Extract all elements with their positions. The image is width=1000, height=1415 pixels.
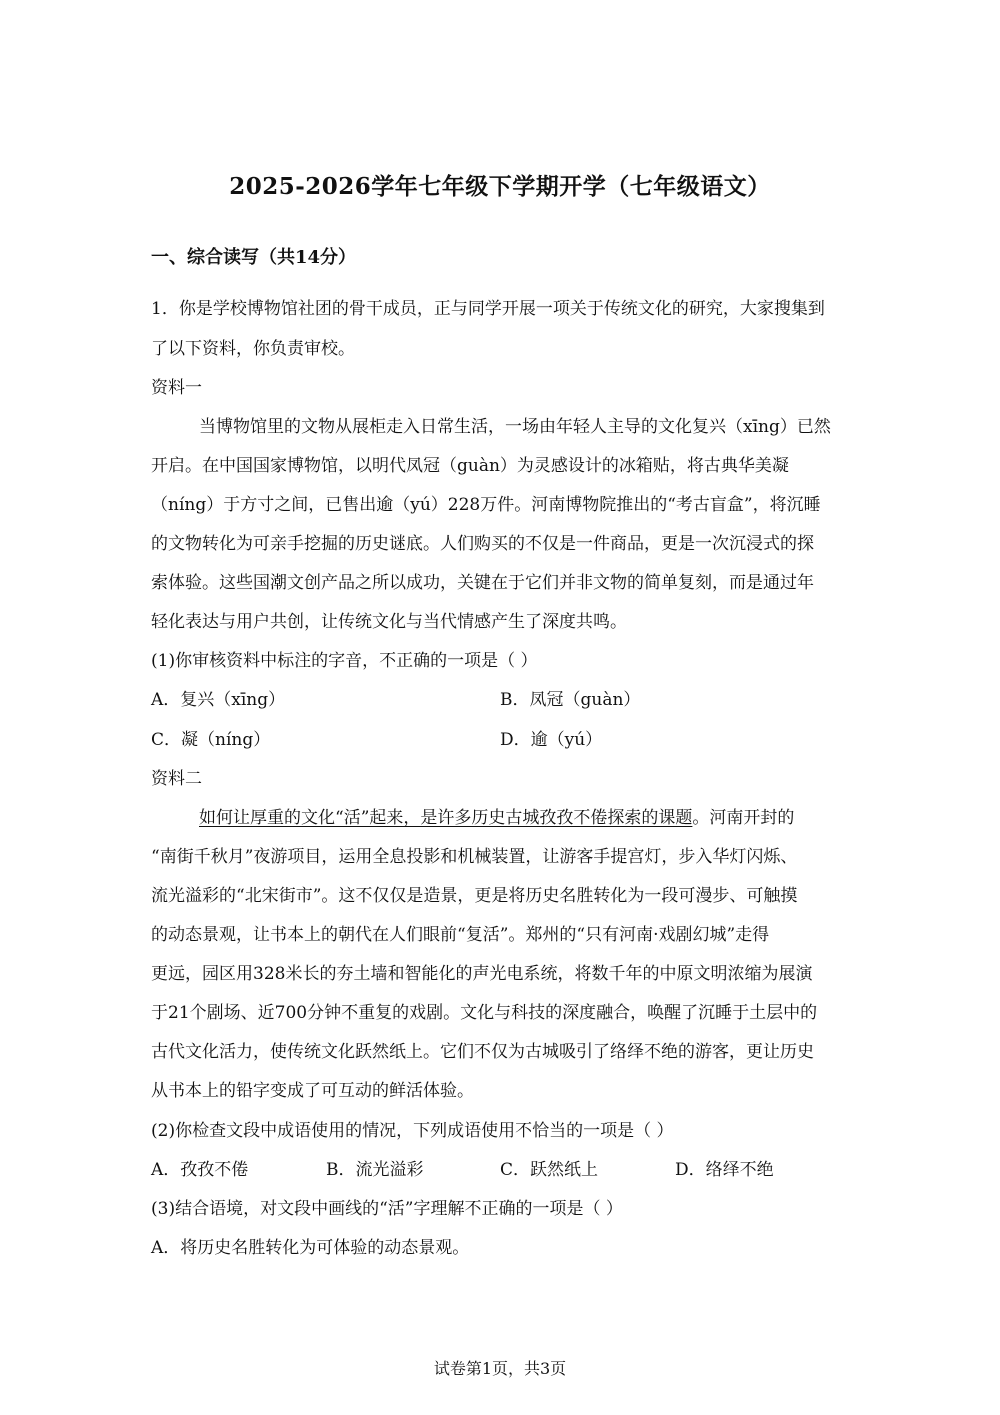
section-heading: 一、综合读写（共14分）	[151, 247, 357, 268]
answer-option-a: A．复兴（xīng）	[151, 690, 286, 710]
question-intro-line: 了以下资料，你负责审校。	[151, 339, 355, 359]
passage-line: 于21个剧场、近700分钟不重复的戏剧。文化与科技的深度融合，唤醒了沉睡于土层中的	[151, 1003, 818, 1023]
passage-line: 的文物转化为可亲手挖掘的历史谜底。人们购买的不仅是一件商品，更是一次沉浸式的探	[151, 534, 814, 554]
passage-line: 当博物馆里的文物从展柜走入日常生活，一场由年轻人主导的文化复兴（xīng）已然	[199, 417, 831, 437]
passage-line: 的动态景观，让书本上的朝代在人们眼前“复活”。郑州的“只有河南·戏剧幻城”走得	[151, 925, 770, 945]
answer-option-d: D．络绎不绝	[675, 1160, 774, 1180]
question-intro-line: 1．你是学校博物馆社团的骨干成员，正与同学开展一项关于传统文化的研究，大家搜集到	[151, 299, 825, 319]
passage-line: （níng）于方寸之间，已售出逾（yú）228万件。河南博物院推出的“考古盲盒”，将沉睡	[151, 495, 821, 515]
answer-option-c: C．凝（níng）	[151, 730, 271, 750]
answer-option-b: B．流光溢彩	[326, 1160, 424, 1180]
passage-line: 开启。在中国国家博物馆，以明代凤冠（guàn）为灵感设计的冰箱贴，将古典华美凝	[151, 456, 789, 476]
passage-line: “南街千秋月”夜游项目，运用全息投影和机械装置，让游客手提宫灯，步入华灯闪烁、	[151, 847, 798, 867]
passage-line: 更远，园区用328米长的夯土墙和智能化的声光电系统，将数千年的中原文明浓缩为展演	[151, 964, 813, 984]
answer-option-c: C．跃然纸上	[500, 1160, 599, 1180]
passage-line: 轻化表达与用户共创，让传统文化与当代情感产生了深度共鸣。	[151, 612, 627, 632]
page-title: 2025-2026学年七年级下学期开学（七年级语文）	[229, 173, 771, 200]
answer-option-d: D．逾（yú）	[500, 730, 603, 750]
material-label: 资料二	[151, 769, 202, 789]
passage-line: 流光溢彩的“北宋街市”。这不仅仅是造景，更是将历史名胜转化为一段可漫步、可触摸	[151, 886, 798, 906]
passage-line: 古代文化活力，使传统文化跃然纸上。它们不仅为古城吸引了络绎不绝的游客，更让历史	[151, 1042, 814, 1062]
page-footer: 试卷第1页，共3页	[433, 1359, 567, 1378]
passage-line: 从书本上的铅字变成了可互动的鲜活体验。	[151, 1081, 474, 1101]
passage-line: 索体验。这些国潮文创产品之所以成功，关键在于它们并非文物的简单复刻，而是通过年	[151, 573, 814, 593]
question-stem: (2)你检查文段中成语使用的情况，下列成语使用不恰当的一项是（ ）	[151, 1121, 674, 1141]
answer-option-a: A．将历史名胜转化为可体验的动态景观。	[151, 1238, 470, 1258]
material-label: 资料一	[151, 378, 202, 398]
answer-option-a: A．孜孜不倦	[151, 1160, 249, 1180]
passage-text: 。河南开封的	[692, 808, 795, 828]
underlined-sentence: 如何让厚重的文化“活”起来，是许多历史古城孜孜不倦探索的课题	[199, 808, 693, 828]
answer-option-b: B．凤冠（guàn）	[500, 690, 641, 710]
question-stem: (3)结合语境，对文段中画线的“活”字理解不正确的一项是（ ）	[151, 1199, 623, 1219]
question-stem: (1)你审核资料中标注的字音，不正确的一项是（ ）	[151, 651, 538, 671]
passage-line	[199, 806, 794, 830]
